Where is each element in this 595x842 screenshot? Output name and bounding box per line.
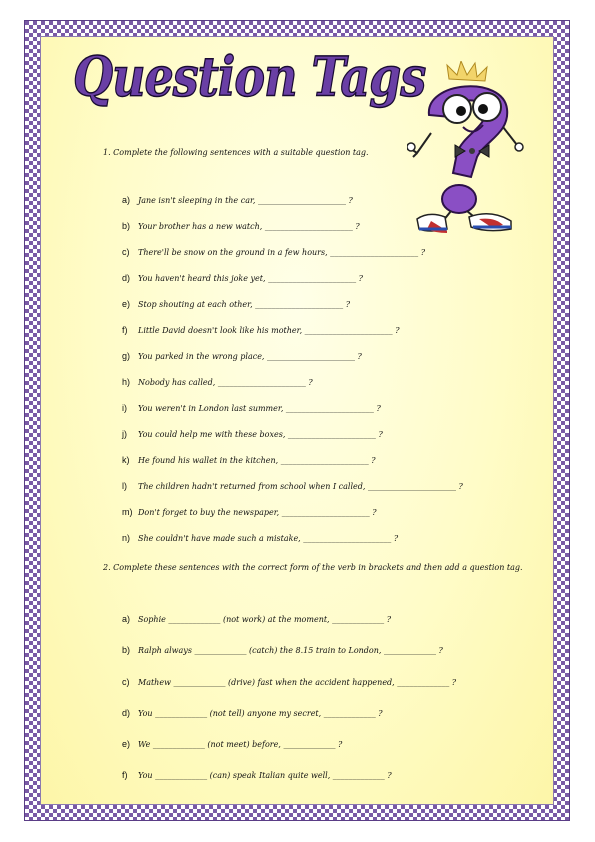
section-1-instruction: 1. Complete the following sentences with a suitable question tag. bbox=[103, 148, 369, 157]
item-label: j) bbox=[122, 429, 127, 439]
item-label: g) bbox=[122, 351, 131, 361]
item-sentence: Little David doesn't look like his mother, ______________________ ? bbox=[138, 326, 400, 335]
item-sentence: Nobody has called, ______________________ ? bbox=[138, 378, 313, 387]
item-label: f) bbox=[122, 325, 128, 335]
item-sentence: You haven't heard this joke yet, ______________________ ? bbox=[138, 274, 363, 283]
item-label: d) bbox=[122, 273, 131, 283]
item-sentence: Don't forget to buy the newspaper, ______________________ ? bbox=[138, 508, 377, 517]
item-sentence: Jane isn't sleeping in the car, ______________________ ? bbox=[138, 196, 353, 205]
item-sentence: There'll be snow on the ground in a few hours, ______________________ ? bbox=[138, 248, 426, 257]
item-sentence: You could help me with these boxes, ______________________ ? bbox=[138, 430, 383, 439]
item-sentence: You weren't in London last summer, ______________________ ? bbox=[138, 404, 381, 413]
item-sentence: You _____________ (can) speak Italian quite well, _____________ ? bbox=[138, 771, 392, 780]
item-sentence: Stop shouting at each other, ______________________ ? bbox=[138, 300, 350, 309]
section-2-instruction: 2. Complete these sentences with the correct form of the verb in brackets and then add a question tag. bbox=[103, 563, 523, 572]
item-label: d) bbox=[122, 708, 131, 718]
item-label: m) bbox=[122, 507, 133, 517]
item-sentence: Mathew _____________ (drive) fast when the accident happened, _____________ ? bbox=[138, 678, 457, 687]
item-label: a) bbox=[122, 614, 131, 624]
item-sentence: We _____________ (not meet) before, _____________ ? bbox=[138, 740, 343, 749]
item-sentence: Your brother has a new watch, ______________________ ? bbox=[138, 222, 360, 231]
worksheet-paper bbox=[40, 36, 554, 805]
item-label: i) bbox=[122, 403, 127, 413]
item-label: e) bbox=[122, 739, 131, 749]
item-label: l) bbox=[122, 481, 127, 491]
item-label: c) bbox=[122, 677, 130, 687]
item-sentence: Ralph always _____________ (catch) the 8.15 train to London, _____________ ? bbox=[138, 646, 443, 655]
item-label: n) bbox=[122, 533, 131, 543]
item-sentence: The children hadn't returned from school when I called, ______________________ ? bbox=[138, 482, 463, 491]
item-label: k) bbox=[122, 455, 130, 465]
item-label: b) bbox=[122, 645, 131, 655]
item-sentence: You parked in the wrong place, ______________________ ? bbox=[138, 352, 362, 361]
item-sentence: He found his wallet in the kitchen, ______________________ ? bbox=[138, 456, 376, 465]
item-sentence: You _____________ (not tell) anyone my secret, _____________ ? bbox=[138, 709, 383, 718]
item-label: b) bbox=[122, 221, 131, 231]
item-label: c) bbox=[122, 247, 130, 257]
item-label: h) bbox=[122, 377, 131, 387]
item-label: e) bbox=[122, 299, 131, 309]
item-sentence: She couldn't have made such a mistake, ______________________ ? bbox=[138, 534, 399, 543]
worksheet-title: Question Tags bbox=[73, 45, 426, 109]
question-mark-cartoon-icon bbox=[407, 61, 527, 233]
item-label: f) bbox=[122, 770, 128, 780]
item-sentence: Sophie _____________ (not work) at the moment, _____________ ? bbox=[138, 615, 391, 624]
item-label: a) bbox=[122, 195, 131, 205]
checkered-page-border bbox=[24, 20, 570, 821]
